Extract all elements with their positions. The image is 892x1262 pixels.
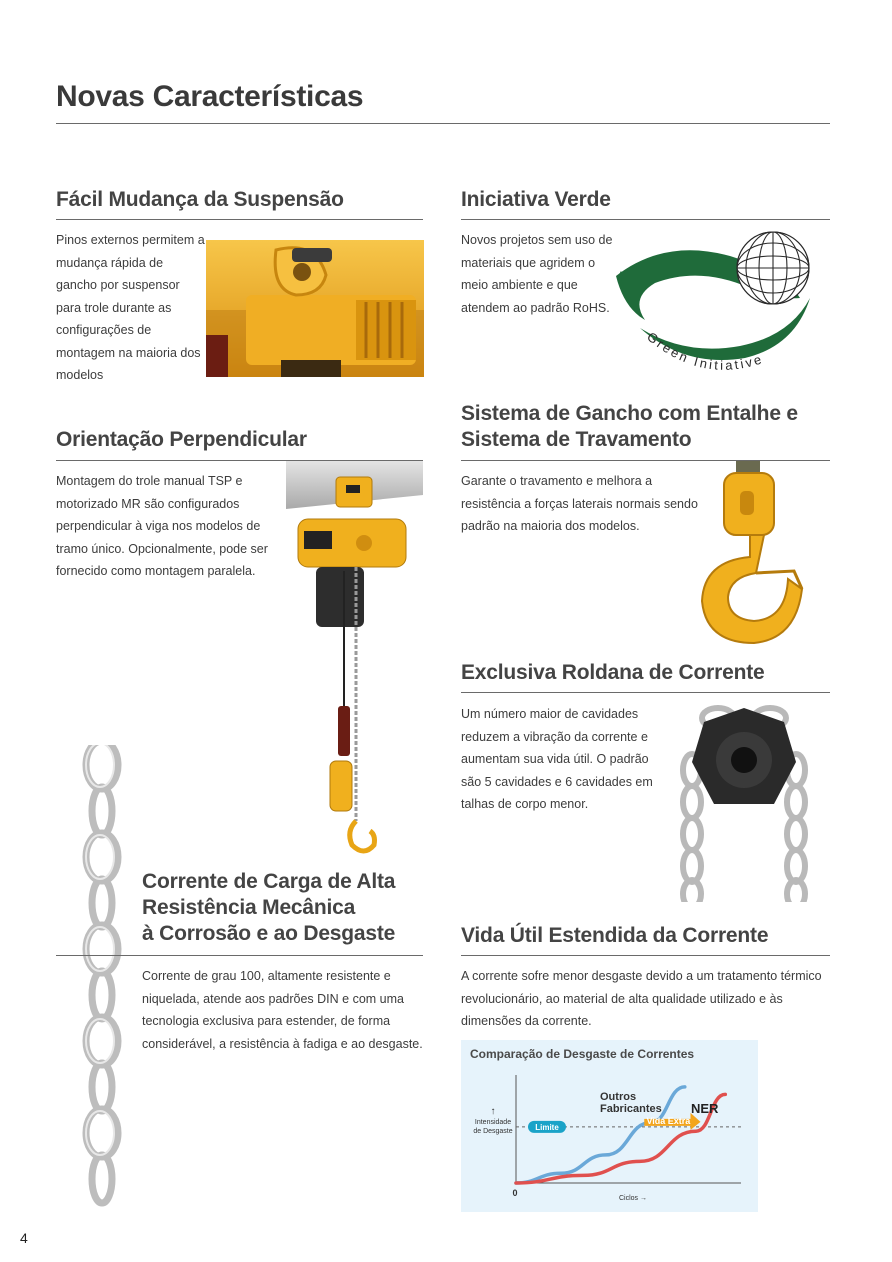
suspension-text: Pinos externos permitem a mudança rápida de gancho por suspensor para trole durante as configurações de montagem na maioria dos modelos — [56, 233, 205, 382]
suspension-hoist-photo — [206, 240, 424, 377]
title-rule — [56, 123, 830, 124]
green-rule — [461, 219, 830, 220]
chain-photo — [74, 745, 130, 1213]
green-text: Novos projetos sem uso de materiais que agridem o meio ambiente e que atendem ao padrão RoHS. — [461, 233, 613, 315]
y-axis-label-line1: Intensidade — [474, 1119, 512, 1126]
chain-text: Corrente de grau 100, altamente resistente e niquelada, atende aos padrões DIN e com uma tecnologia exclusiva para estender, de forma considerável, a resistência à fadiga e ao desgaste. — [142, 969, 423, 1051]
chain-title: Corrente de Carga de Alta Resistência Mecânica à Corrosão e ao Desgaste — [142, 870, 396, 945]
perpendicular-hoist-photo — [286, 461, 423, 861]
wear-comparison-chart — [461, 1040, 758, 1212]
suspension-title: Fácil Mudança da Suspensão — [56, 188, 344, 211]
hook-text: Garante o travamento e melhora a resistência a forças laterais normais sendo padrão na maioria dos modelos. — [461, 474, 698, 533]
sprocket-title: Exclusiva Roldana de Corrente — [461, 661, 765, 684]
sprocket-text: Um número maior de cavidades reduzem a vibração da corrente e aumentam sua vida útil. O padrão são 5 cavidades e 6 cavidades em talhas de corpo menor. — [461, 707, 653, 811]
perpendicular-title: Orientação Perpendicular — [56, 428, 307, 451]
page-title: Novas Características — [56, 80, 364, 113]
chart-plot — [461, 1040, 758, 1212]
chart-title: Comparação de Desgaste de Correntes — [470, 1047, 695, 1061]
hook-title: Sistema de Gancho com Entalhe e Sistema de Travamento — [461, 402, 798, 451]
chain-rule — [56, 955, 423, 956]
sprocket-rule — [461, 692, 830, 693]
y-axis-arrow: ↑ — [490, 1106, 496, 1117]
x-axis-label: Ciclos → — [618, 1195, 648, 1202]
suspension-rule — [56, 219, 423, 220]
page-number: 4 — [20, 1230, 28, 1246]
legend-outros-line2: Fabricantes — [600, 1103, 662, 1115]
y-axis-label-line2: de Desgaste — [473, 1128, 513, 1135]
origin-label: 0 — [512, 1188, 518, 1198]
legend-ner: NER — [691, 1101, 719, 1116]
lifespan-rule — [461, 955, 830, 956]
lifespan-text: A corrente sofre menor desgaste devido a um tratamento térmico revolucionário, ao material de alta qualidade utilizado e às dimensões da corrente. — [461, 969, 822, 1028]
legend-outros-line1: Outros — [600, 1091, 637, 1103]
extra-life-label: Vida Extra — [646, 1115, 691, 1126]
lifespan-title: Vida Útil Estendida da Corrente — [461, 924, 769, 947]
svg-text:Green Initiative: Green Initiative — [644, 328, 766, 373]
green-initiative-logo — [610, 228, 820, 384]
perpendicular-text: Montagem do trole manual TSP e motorizado MR são configurados perpendicular à viga nos modelos de tramo único. Opcionalmente, pode ser fornecido como montagem paralela. — [56, 474, 268, 578]
green-title: Iniciativa Verde — [461, 188, 611, 211]
hook-photo — [694, 461, 806, 649]
limit-label: Limite — [535, 1122, 559, 1132]
sprocket-photo — [678, 700, 812, 902]
